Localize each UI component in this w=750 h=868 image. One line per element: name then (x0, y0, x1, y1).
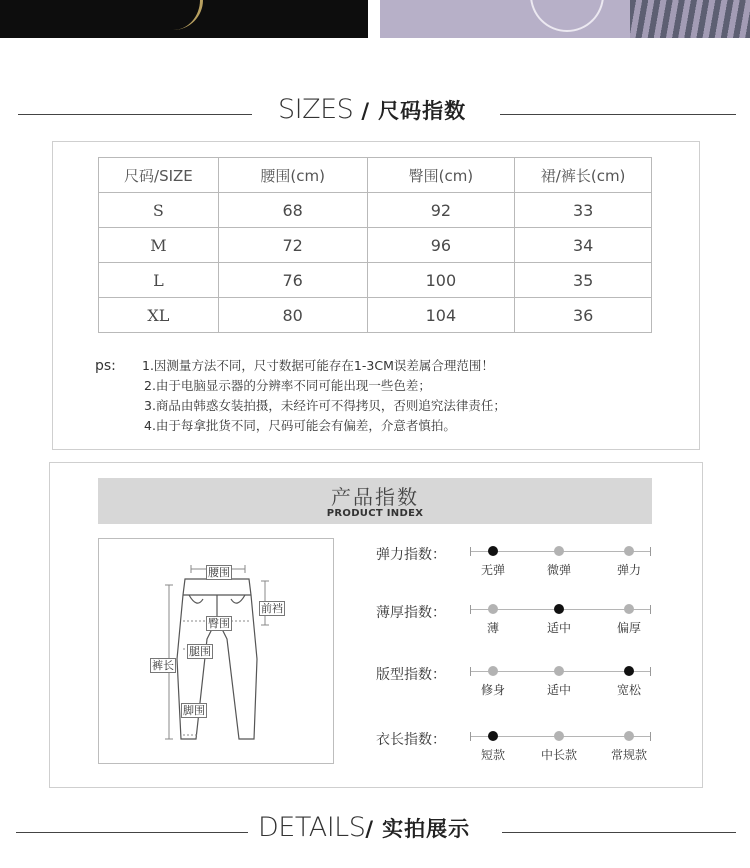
fabric-detail (630, 0, 750, 38)
index-option: 宽松 (616, 683, 642, 697)
index-dot (554, 666, 564, 676)
thickness-index (376, 605, 676, 649)
product-index-title: 产品指数 (331, 485, 419, 509)
size-cell: L (99, 263, 219, 298)
header-waist: 腰围(cm) (218, 158, 367, 193)
product-photo-left (0, 0, 368, 38)
index-option: 弹力 (616, 563, 642, 577)
index-dot (488, 546, 498, 556)
size-cell: S (99, 193, 219, 228)
index-option: 微弹 (546, 563, 572, 577)
track-tick (470, 605, 471, 614)
product-photo-right (380, 0, 750, 38)
index-dot (488, 666, 498, 676)
index-option: 无弹 (480, 563, 506, 577)
length-cell: 35 (515, 263, 652, 298)
length-index (376, 732, 676, 776)
note-line: 1.因测量方法不同，尺寸数据可能存在1-3CM误差属合理范围！ (142, 358, 494, 373)
index-option: 薄 (486, 621, 500, 635)
hip-cell: 92 (367, 193, 515, 228)
size-cell: M (99, 228, 219, 263)
index-option: 中长款 (540, 748, 578, 762)
label-front-rise: 前裆 (261, 602, 283, 615)
waist-cell: 68 (218, 193, 367, 228)
sizes-heading-text: SIZES / 尺码指数 (278, 94, 467, 125)
track-tick (470, 547, 471, 556)
length-cell: 33 (515, 193, 652, 228)
track-tick (470, 667, 471, 676)
index-label: 版型指数： (376, 667, 446, 683)
track-tick (650, 732, 651, 741)
index-dot (488, 604, 498, 614)
header-size: 尺码/SIZE (99, 158, 219, 193)
track-tick (650, 667, 651, 676)
track-tick (650, 547, 651, 556)
track-tick (470, 732, 471, 741)
index-option: 修身 (480, 683, 506, 697)
drawstring-detail (530, 0, 604, 32)
size-cell: XL (99, 298, 219, 333)
index-option: 适中 (546, 621, 572, 635)
size-table (98, 157, 652, 333)
length-cell: 36 (515, 298, 652, 333)
note-line: 3.商品由韩惑女装拍摄，未经许可不得拷贝，否则追究法律责任； (144, 398, 506, 413)
table-row (99, 298, 652, 333)
index-option: 常规款 (610, 748, 648, 762)
waist-cell: 72 (218, 228, 367, 263)
notes-prefix: ps: (95, 358, 116, 374)
label-hem: 脚围 (183, 704, 205, 717)
index-dot (554, 604, 564, 614)
index-dot (488, 731, 498, 741)
index-option: 适中 (546, 683, 572, 697)
index-dot (624, 666, 634, 676)
label-length: 裤长 (152, 659, 174, 672)
index-label: 薄厚指数： (376, 605, 446, 621)
sizes-heading (0, 94, 750, 134)
note-line: 2.由于电脑显示器的分辨率不同可能出现一些色差； (144, 378, 431, 393)
table-row (99, 263, 652, 298)
details-heading-text: DETAILS/ 实拍展示 (258, 812, 471, 843)
waist-cell: 76 (218, 263, 367, 298)
header-hip: 臀围(cm) (367, 158, 515, 193)
heading-rule-right (500, 114, 736, 115)
table-row (99, 193, 652, 228)
note-line: 4.由于每拿批货不同，尺码可能会有偏差，介意者慎拍。 (144, 418, 456, 433)
track-tick (650, 605, 651, 614)
product-index-subtitle: PRODUCT INDEX (326, 508, 424, 519)
index-dot (554, 546, 564, 556)
size-table-header (99, 158, 652, 193)
index-dot (624, 546, 634, 556)
header-length: 裙/裤长(cm) (515, 158, 652, 193)
waist-cell: 80 (218, 298, 367, 333)
details-heading (0, 812, 750, 852)
index-option: 短款 (480, 748, 506, 762)
hip-cell: 100 (367, 263, 515, 298)
index-dot (554, 731, 564, 741)
index-label: 衣长指数： (376, 732, 446, 748)
index-dot (624, 604, 634, 614)
index-label: 弹力指数： (376, 547, 446, 563)
pants-diagram (98, 538, 334, 764)
label-thigh: 腿围 (189, 645, 211, 658)
heading-rule-right (502, 832, 736, 833)
label-hip: 臀围 (208, 617, 230, 630)
hip-cell: 96 (367, 228, 515, 263)
zipper-detail (170, 0, 203, 30)
elasticity-index (376, 547, 676, 591)
hip-cell: 104 (367, 298, 515, 333)
index-dot (624, 731, 634, 741)
index-option: 偏厚 (616, 621, 642, 635)
heading-rule-left (16, 832, 248, 833)
label-waist: 腰围 (208, 566, 230, 579)
heading-rule-left (18, 114, 252, 115)
length-cell: 34 (515, 228, 652, 263)
fit-index (376, 667, 676, 711)
table-row (99, 228, 652, 263)
product-index-banner (98, 478, 652, 524)
